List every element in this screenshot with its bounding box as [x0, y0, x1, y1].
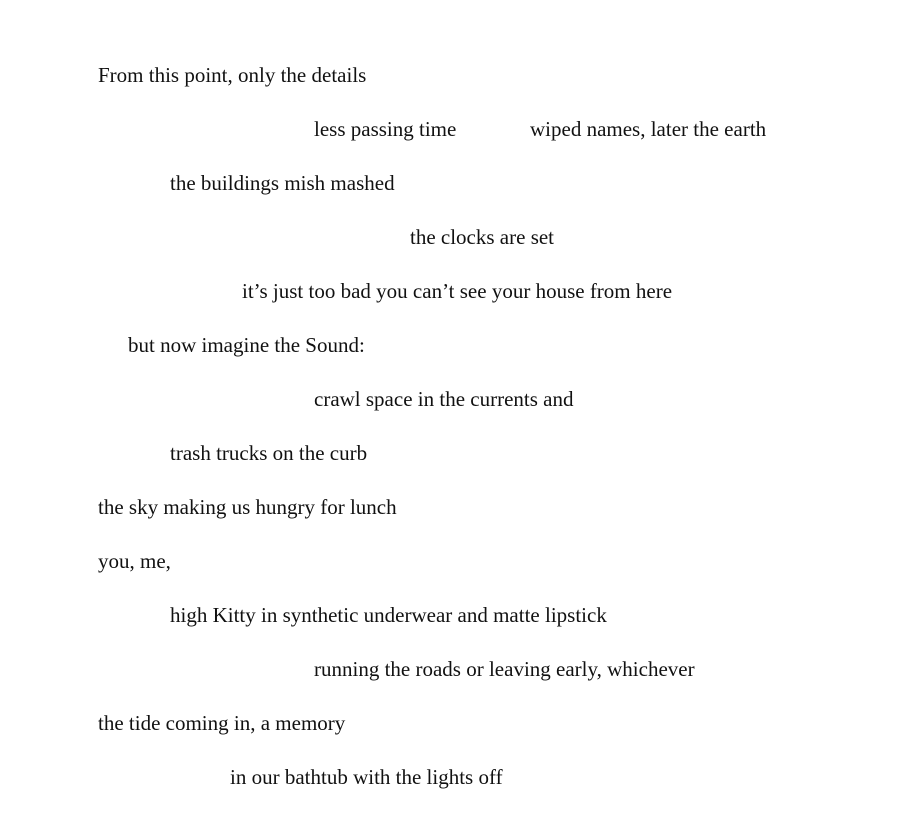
poem-line: From this point, only the details	[98, 63, 367, 87]
poem-line: the tide coming in, a memory	[98, 711, 346, 735]
poem-line: it’s just too bad you can’t see your house from here	[242, 279, 673, 303]
poem-line: in our bathtub with the lights off	[230, 765, 503, 789]
poem-line: wiped names, later the earth	[530, 117, 767, 141]
poem-line: the buildings mish mashed	[170, 171, 395, 195]
poem-line: you, me,	[98, 549, 171, 573]
poem-line: the clocks are set	[410, 225, 555, 249]
poem-line: crawl space in the currents and	[314, 387, 574, 411]
poem-line: less passing time	[314, 117, 457, 141]
poem-line: high Kitty in synthetic underwear and matte lipstick	[170, 603, 607, 627]
poem-line: trash trucks on the curb	[170, 441, 368, 465]
poem-line: but now imagine the Sound:	[128, 333, 365, 357]
poem-line: the sky making us hungry for lunch	[98, 495, 397, 519]
poem-line: running the roads or leaving early, whichever	[314, 657, 695, 681]
